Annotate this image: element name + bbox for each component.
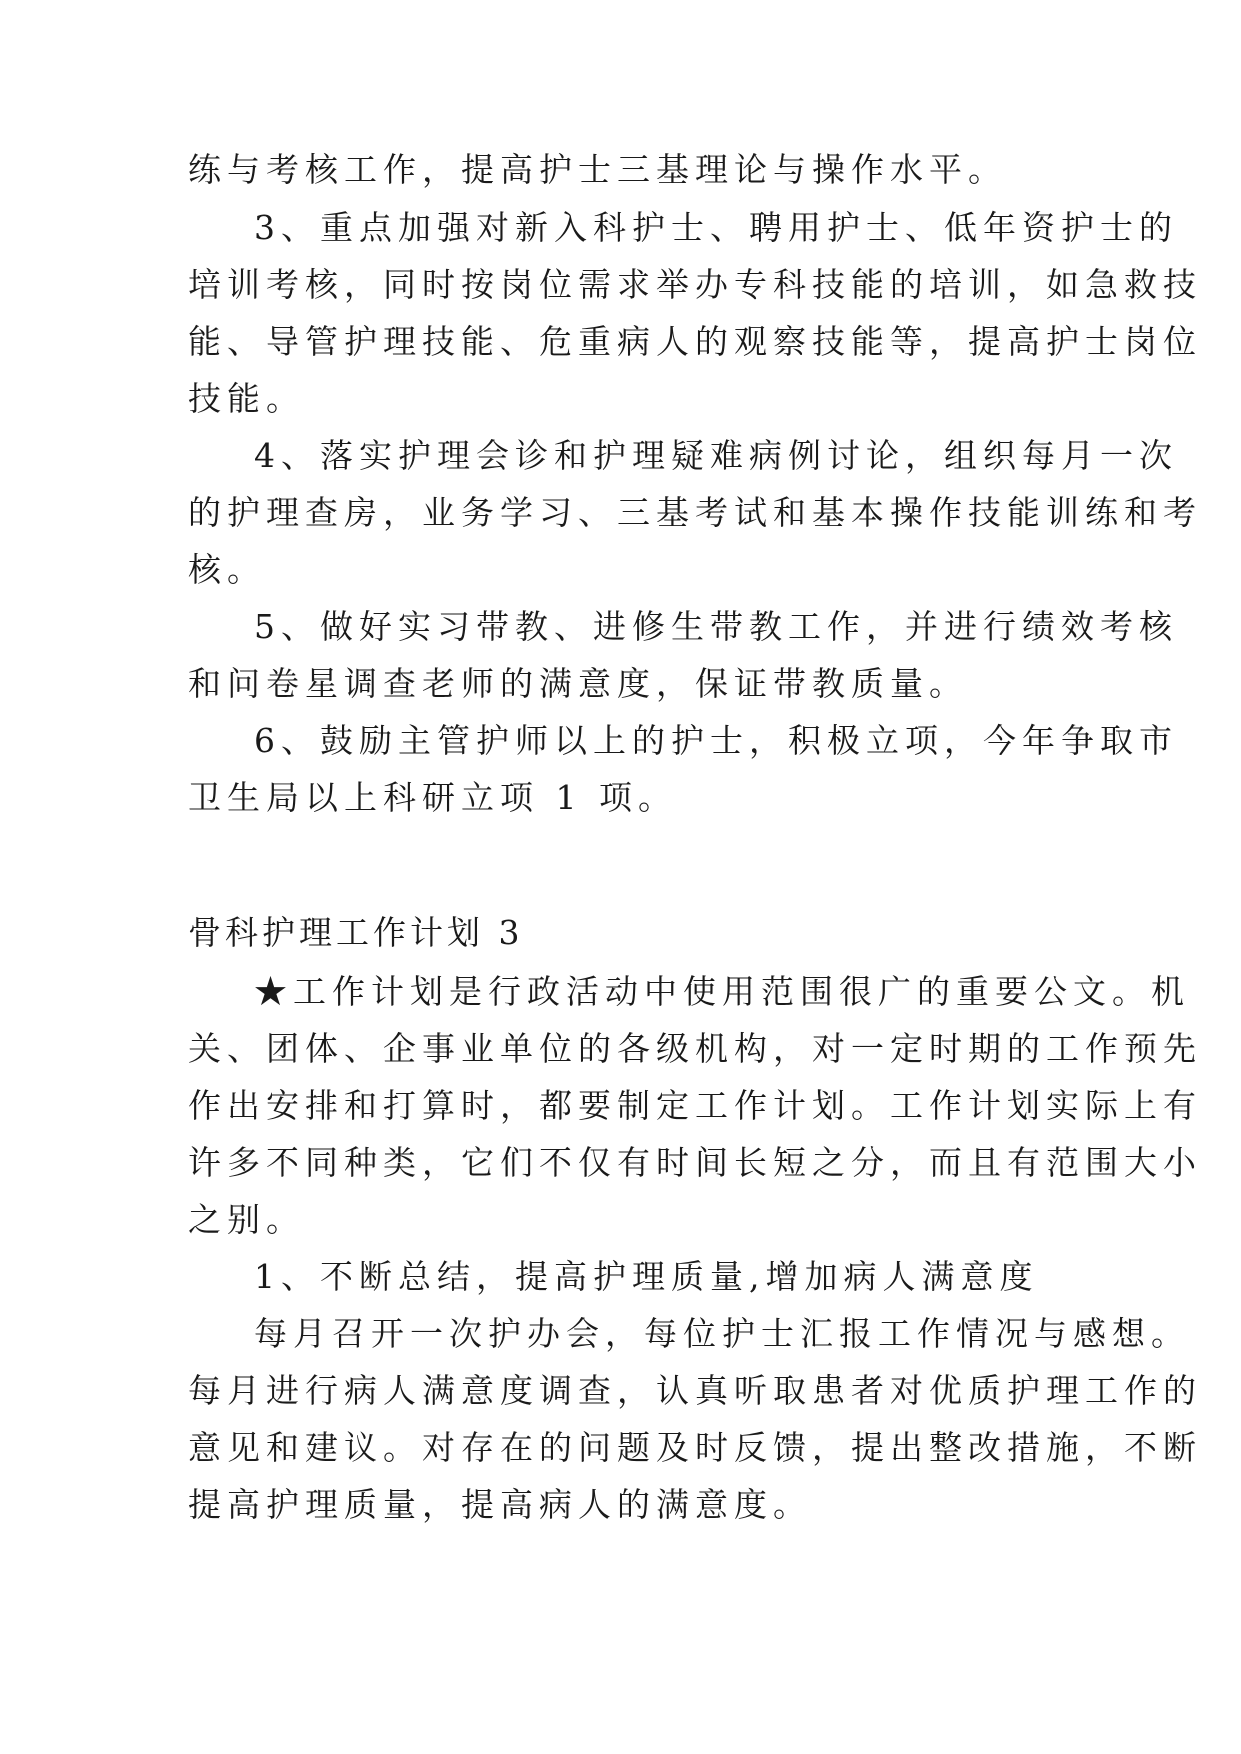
paragraph-line: 和问卷星调查老师的满意度，保证带教质量。 xyxy=(188,664,968,703)
paragraph-line: 练与考核工作，提高护士三基理论与操作水平。 xyxy=(188,150,1007,189)
paragraph-line: 5、做好实习带教、进修生带教工作，并进行绩效考核 xyxy=(254,607,1178,646)
paragraph-line: 4、落实护理会诊和护理疑难病例讨论，组织每月一次 xyxy=(254,436,1178,475)
paragraph-line: 每月进行病人满意度调查，认真听取患者对优质护理工作的 xyxy=(188,1371,1202,1410)
paragraph-line: 卫生局以上科研立项 1 项。 xyxy=(188,778,677,817)
paragraph-line: 6、鼓励主管护师以上的护士，积极立项，今年争取市 xyxy=(254,721,1178,760)
paragraph-line: 能、导管护理技能、危重病人的观察技能等，提高护士岗位 xyxy=(188,322,1202,361)
paragraph-line: 技能。 xyxy=(188,379,305,418)
paragraph-line: 许多不同种类，它们不仅有时间长短之分，而且有范围大小 xyxy=(188,1143,1202,1182)
paragraph-line: 3、重点加强对新入科护士、聘用护士、低年资护士的 xyxy=(254,208,1178,247)
section-title: 骨科护理工作计划 3 xyxy=(188,913,524,952)
paragraph-line: ★工作计划是行政活动中使用范围很广的重要公文。机 xyxy=(254,972,1190,1011)
numbered-heading: 1、不断总结，提高护理质量,增加病人满意度 xyxy=(254,1257,1039,1296)
paragraph-line: 关、团体、企事业单位的各级机构，对一定时期的工作预先 xyxy=(188,1029,1202,1068)
paragraph-line: 之别。 xyxy=(188,1200,305,1239)
paragraph-line: 的护理查房，业务学习、三基考试和基本操作技能训练和考 xyxy=(188,493,1202,532)
paragraph-line: 意见和建议。对存在的问题及时反馈，提出整改措施，不断 xyxy=(188,1428,1202,1467)
paragraph-line: 每月召开一次护办会，每位护士汇报工作情况与感想。 xyxy=(254,1314,1190,1353)
paragraph-line: 核。 xyxy=(188,550,266,589)
paragraph-line: 提高护理质量，提高病人的满意度。 xyxy=(188,1485,812,1524)
paragraph-line: 作出安排和打算时，都要制定工作计划。工作计划实际上有 xyxy=(188,1086,1202,1125)
paragraph-line: 培训考核，同时按岗位需求举办专科技能的培训，如急救技 xyxy=(188,265,1202,304)
